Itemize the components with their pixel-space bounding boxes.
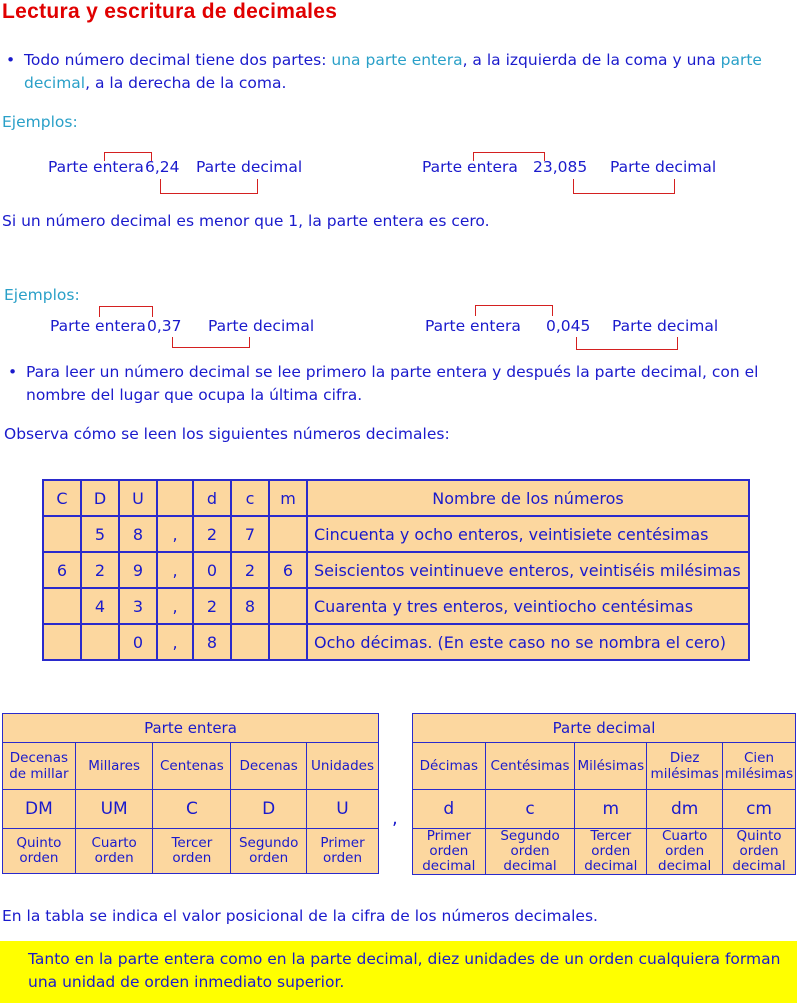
table-cell: ,	[157, 588, 193, 624]
place-name-line: Centésimas	[490, 758, 570, 774]
orders-row	[413, 829, 796, 875]
example2-right-decimal-label: Parte decimal	[612, 317, 719, 335]
place-name-cell	[75, 743, 153, 790]
bracket-decimal-2	[573, 179, 675, 194]
table-cell: 3	[119, 588, 157, 624]
order-line: Tercer	[171, 835, 213, 851]
place-name-line: Diez	[669, 750, 700, 766]
place-name-cell	[647, 743, 723, 790]
reading-rule-line2: nombre del lugar que ocupa la última cifra.	[26, 386, 363, 404]
symbol-cell: UM	[75, 790, 153, 829]
symbol-cell: DM	[3, 790, 76, 829]
bullet-dot: •	[6, 51, 16, 69]
order-line: Tercer	[590, 828, 632, 844]
table-cell: 2	[193, 588, 231, 624]
bracket-entera-3	[99, 306, 153, 317]
symbol-cell: m	[575, 790, 647, 829]
header-cell: d	[193, 480, 231, 516]
intro-text-1: Todo número decimal tiene dos partes:	[24, 51, 332, 69]
order-line: decimal	[503, 858, 557, 874]
header-cell: m	[269, 480, 307, 516]
symbol-cell: c	[485, 790, 575, 829]
example1-right-decimal-label: Parte decimal	[610, 158, 717, 176]
table-row	[43, 588, 749, 624]
table-cell: 8	[193, 624, 231, 660]
table-cell	[269, 516, 307, 552]
table-row	[43, 516, 749, 552]
place-names-row	[3, 743, 379, 790]
place-name-cell	[485, 743, 575, 790]
order-cell	[75, 829, 153, 874]
place-names-row	[413, 743, 796, 790]
table-cell: ,	[157, 552, 193, 588]
place-name-line: Millares	[88, 758, 141, 774]
place-name-line: Decenas	[9, 750, 69, 766]
table-cell	[269, 624, 307, 660]
order-cell	[485, 829, 575, 875]
orders-row	[3, 829, 379, 874]
intro-text-3: , a la derecha de la coma.	[85, 74, 287, 92]
table-row	[43, 552, 749, 588]
example2-left-decimal-label: Parte decimal	[208, 317, 315, 335]
place-name-line: Unidades	[311, 758, 374, 774]
table-cell: 0	[119, 624, 157, 660]
example1-left-decimal-label: Parte decimal	[196, 158, 303, 176]
order-cell	[307, 829, 379, 874]
intro-highlight-decimal: decimal	[24, 74, 86, 92]
table-cell: Cincuenta y ocho enteros, veintisiete centésimas	[307, 516, 749, 552]
example2-right-entera-label: Parte entera	[425, 317, 521, 335]
order-line: orden	[94, 850, 134, 866]
order-cell	[231, 829, 307, 874]
table-cell: 8	[231, 588, 269, 624]
bracket-decimal-1	[160, 179, 258, 194]
order-cell	[723, 829, 796, 875]
parte-entera-title: Parte entera	[3, 714, 379, 743]
order-line: decimal	[658, 858, 712, 874]
example2-right-number: 0,045	[546, 317, 591, 335]
order-line: Primer	[426, 828, 471, 844]
symbol-cell: C	[153, 790, 231, 829]
example1-left-number: 6,24	[145, 158, 180, 176]
reading-rule-line1: Para leer un número decimal se lee primero la parte entera y después la parte decimal, con el	[26, 363, 759, 381]
order-cell	[413, 829, 486, 875]
table-cell: Seiscientos veintinueve enteros, veintiséis milésimas	[307, 552, 749, 588]
order-line: orden	[249, 850, 289, 866]
parte-decimal-table	[412, 713, 796, 875]
parte-entera-table	[2, 713, 379, 874]
table-cell	[231, 624, 269, 660]
order-line: orden	[591, 843, 631, 859]
symbol-cell: dm	[647, 790, 723, 829]
bracket-entera-1	[104, 152, 152, 161]
order-line: Quinto	[736, 828, 782, 844]
table-cell: 2	[81, 552, 119, 588]
table-cell: 6	[43, 552, 81, 588]
place-name-cell	[231, 743, 307, 790]
order-line: orden	[429, 843, 469, 859]
order-line: orden	[510, 843, 550, 859]
order-cell	[153, 829, 231, 874]
bullet-dot-2: •	[8, 363, 18, 381]
symbols-row	[413, 790, 796, 829]
symbol-cell: cm	[723, 790, 796, 829]
order-line: decimal	[584, 858, 638, 874]
bracket-entera-2	[473, 152, 545, 161]
order-line: decimal	[422, 858, 476, 874]
header-cell: Nombre de los números	[307, 480, 749, 516]
order-line: Cuarto	[661, 828, 708, 844]
header-cell: U	[119, 480, 157, 516]
place-name-cell	[3, 743, 76, 790]
intro-line2	[24, 74, 286, 92]
place-name-line: Cien	[744, 750, 775, 766]
page-title: Lectura y escritura de decimales	[2, 0, 338, 23]
intro-line1	[24, 51, 762, 69]
table-note: En la tabla se indica el valor posicional de la cifra de los números decimales.	[2, 907, 598, 925]
place-name-cell	[413, 743, 486, 790]
place-name-cell	[575, 743, 647, 790]
order-line: orden	[172, 850, 212, 866]
order-line: Segundo	[238, 835, 299, 851]
place-name-cell	[307, 743, 379, 790]
place-name-line: de millar	[9, 766, 69, 782]
table-cell: 7	[231, 516, 269, 552]
order-line: decimal	[732, 858, 786, 874]
order-line: orden	[19, 850, 59, 866]
highlight-line1: Tanto en la parte entera como en la parte decimal, diez unidades de un orden cualquiera forman	[28, 950, 781, 968]
order-line: orden	[665, 843, 705, 859]
place-name-line: milésimas	[650, 766, 719, 782]
symbol-cell: d	[413, 790, 486, 829]
zero-note: Si un número decimal es menor que 1, la parte entera es cero.	[2, 212, 490, 230]
order-cell	[3, 829, 76, 874]
order-line: orden	[739, 843, 779, 859]
table-cell	[43, 588, 81, 624]
order-line: Primer	[320, 835, 365, 851]
place-name-cell	[153, 743, 231, 790]
table-cell	[269, 588, 307, 624]
table-header-row	[43, 480, 749, 516]
decimals-reading-table	[42, 479, 750, 661]
example2-left-number: 0,37	[147, 317, 182, 335]
place-name-line: Centenas	[160, 758, 224, 774]
table-row	[43, 624, 749, 660]
table-cell: 8	[119, 516, 157, 552]
table-cell: 4	[81, 588, 119, 624]
table-cell: 6	[269, 552, 307, 588]
table-cell: Ocho décimas. (En este caso no se nombra el cero)	[307, 624, 749, 660]
intro-highlight-entera: una parte entera	[331, 51, 463, 69]
header-cell: C	[43, 480, 81, 516]
place-name-line: Décimas	[419, 758, 478, 774]
examples-label: Ejemplos:	[2, 113, 78, 131]
place-name-cell	[723, 743, 796, 790]
bracket-entera-4	[475, 305, 553, 316]
bracket-decimal-3	[172, 337, 250, 348]
intro-highlight-parte: parte	[720, 51, 762, 69]
bracket-decimal-4	[576, 337, 678, 350]
table-cell	[43, 516, 81, 552]
table-cell: 2	[231, 552, 269, 588]
place-name-line: Milésimas	[577, 758, 645, 774]
table-cell: 9	[119, 552, 157, 588]
header-cell: c	[231, 480, 269, 516]
table-cell: ,	[157, 516, 193, 552]
example2-left-entera-label: Parte entera	[50, 317, 146, 335]
table-cell	[43, 624, 81, 660]
table-cell: 2	[193, 516, 231, 552]
symbols-row	[3, 790, 379, 829]
examples-label-2: Ejemplos:	[4, 286, 80, 304]
example1-right-number: 23,085	[533, 158, 588, 176]
place-name-line: Decenas	[239, 758, 298, 774]
order-line: Cuarto	[91, 835, 137, 851]
place-name-line: milésimas	[724, 766, 794, 782]
symbol-cell: D	[231, 790, 307, 829]
order-line: Quinto	[16, 835, 62, 851]
order-line: Segundo	[500, 828, 560, 844]
header-cell: D	[81, 480, 119, 516]
highlight-line2: una unidad de orden inmediato superior.	[28, 973, 345, 991]
table-cell: ,	[157, 624, 193, 660]
example1-right-entera-label: Parte entera	[422, 158, 518, 176]
order-line: orden	[323, 850, 363, 866]
observe-text: Observa cómo se leen los siguientes números decimales:	[4, 425, 450, 443]
parte-decimal-title: Parte decimal	[413, 714, 796, 743]
table-cell: 5	[81, 516, 119, 552]
separator-comma: ,	[392, 808, 398, 829]
example1-left-entera-label: Parte entera	[48, 158, 144, 176]
order-cell	[575, 829, 647, 875]
table-cell: 0	[193, 552, 231, 588]
intro-text-2: , a la izquierda de la coma y una	[462, 51, 721, 69]
header-cell	[157, 480, 193, 516]
order-cell	[647, 829, 723, 875]
table-cell: Cuarenta y tres enteros, veintiocho centésimas	[307, 588, 749, 624]
table-cell	[81, 624, 119, 660]
symbol-cell: U	[307, 790, 379, 829]
